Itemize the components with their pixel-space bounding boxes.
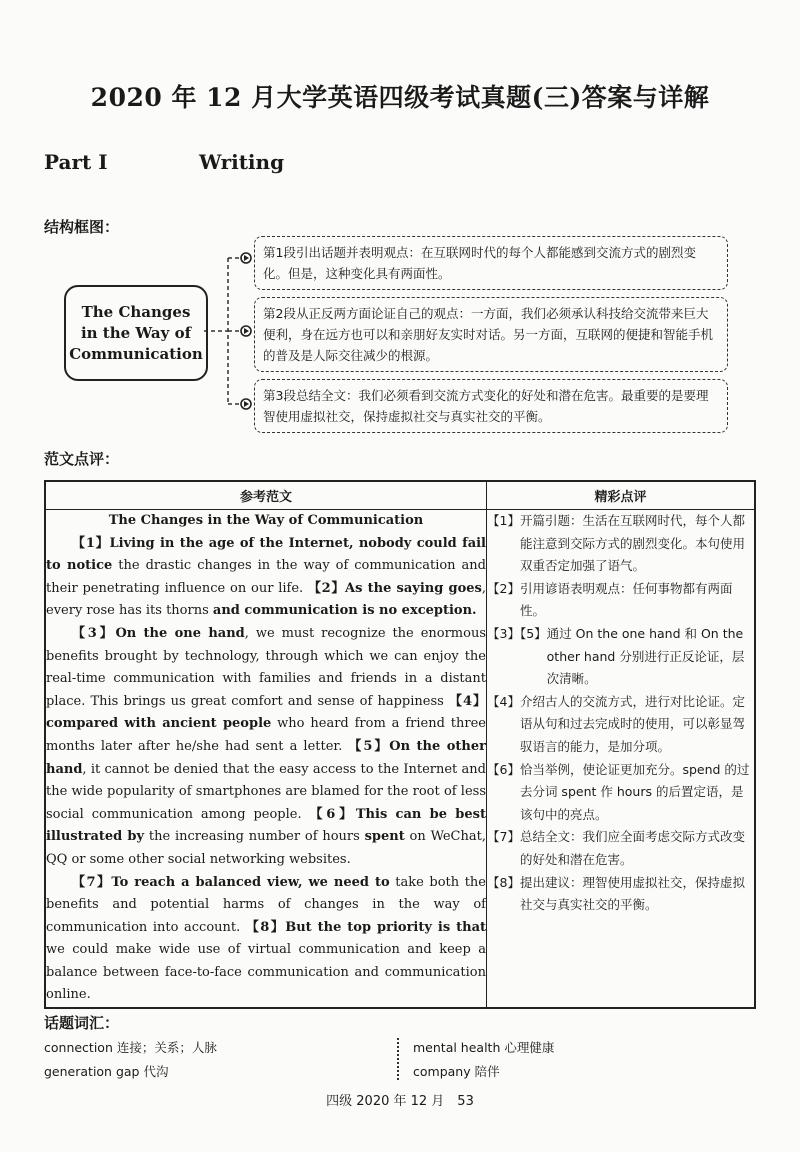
- center-line-3: Communication: [69, 344, 203, 363]
- essay-paragraph-2: 【3】On the one hand, we must recognize the enormous benefits brought by technology, through which we can enjoy the real-time communication with families and friends in a distant place. This brings us great comfort and sense of happiness 【4】compared with ancient people who heard from a friend three months later after he/she had sent a letter. 【5】On the other hand, it cannot be denied that the easy access to the Internet and the wide popularity of smartphones are blamed for the root of less social communication among people. 【6】This can be best illustrated by the increasing number of hours spent on WeChat, QQ or some other social networking websites.: [46, 625, 486, 867]
- note-item: 【3】【5】 通过 On the one hand 和 On the other hand 分别进行正反论证，层次清晰。: [487, 625, 745, 687]
- part-name: Writing: [199, 150, 285, 174]
- vocab-item: company 陪伴: [413, 1064, 500, 1079]
- note-item: 【2】 引用谚语表明观点：任何事物都有两面性。: [487, 580, 733, 619]
- part-label: Part Ⅰ: [44, 150, 108, 174]
- framework-heading: 结构框图：: [44, 218, 120, 236]
- note-item: 【6】 恰当举例，使论证更加充分。spend 的过去分词 spent 作 hours 的后置定语，是该句中的亮点。: [487, 761, 750, 822]
- vocab-right-column: [413, 1036, 554, 1084]
- vocab-divider: [397, 1038, 399, 1080]
- col-header-essay: 参考范文: [45, 481, 487, 510]
- vocab-left-column: [44, 1036, 217, 1084]
- review-table: [44, 480, 756, 1009]
- note-item: 【7】 总结全文：我们应全面考虑交际方式改变的好处和潜在危害。: [487, 829, 745, 867]
- essay-paragraph-1: 【1】Living in the age of the Internet, nobody could fail to notice the drastic changes in the way of communication and their penetrating influence on our life. 【2】As the saying goes, every rose has its thorns and communication is no exception.: [46, 535, 487, 619]
- note-item: 【4】 介绍古人的交流方式，进行对比论证。定语从句和过去完成时的使用，可以彰显驾驭语言的能力，是加分项。: [487, 693, 745, 754]
- framework-paragraph-2: 第2段从正反两方面论证自己的观点：一方面，我们必须承认科技给交流带来巨大便利，身在远方也可以和亲朋好友实时对话。另一方面，互联网的便捷和智能手机的普及是人际交往减少的根源。: [254, 297, 728, 372]
- page-title: 2020 年 12 月大学英语四级考试真题(三)答案与详解: [90, 83, 710, 112]
- vocab-heading: 话题词汇：: [44, 1014, 120, 1032]
- essay-title: The Changes in the Way of Communication: [108, 513, 424, 528]
- page-footer: 四级 2020 年 12 月 53: [326, 1094, 474, 1109]
- vocab-item: mental health 心理健康: [413, 1040, 555, 1055]
- note-item: 【8】 提出建议：理智使用虚拟社交，保持虚拟社交与真实社交的平衡。: [487, 874, 745, 913]
- center-line-1: The Changes: [81, 302, 191, 321]
- review-heading: 范文点评：: [44, 450, 120, 468]
- center-line-2: in the Way of: [80, 323, 192, 342]
- framework-center-topic: [64, 285, 208, 381]
- model-essay: [45, 510, 487, 1009]
- vocab-item: generation gap 代沟: [44, 1064, 169, 1079]
- essay-paragraph-3: 【7】To reach a balanced view, we need to take both the benefits and potential harms of changes in the way of communication into account. 【8】But the top priority is that we could make wide use of virtual communication and keep a balance between face-to-face communication and communication online.: [46, 874, 487, 1003]
- framework-paragraph-3: 第3段总结全文：我们必须看到交流方式变化的好处和潜在危害。最重要的是要理智使用虚拟社交，保持虚拟社交与真实社交的平衡。: [254, 379, 728, 433]
- note-item: 【1】 开篇引题：生活在互联网时代，每个人都能注意到交际方式的剧烈变化。本句使用双重否定加强了语气。: [487, 513, 745, 574]
- review-notes: [487, 510, 756, 1009]
- framework-paragraph-1: 第1段引出话题并表明观点：在互联网时代的每个人都能感到交流方式的剧烈变化。但是，这种变化具有两面性。: [254, 236, 728, 290]
- vocab-item: connection 连接；关系；人脉: [44, 1040, 217, 1055]
- col-header-notes: 精彩点评: [487, 481, 756, 510]
